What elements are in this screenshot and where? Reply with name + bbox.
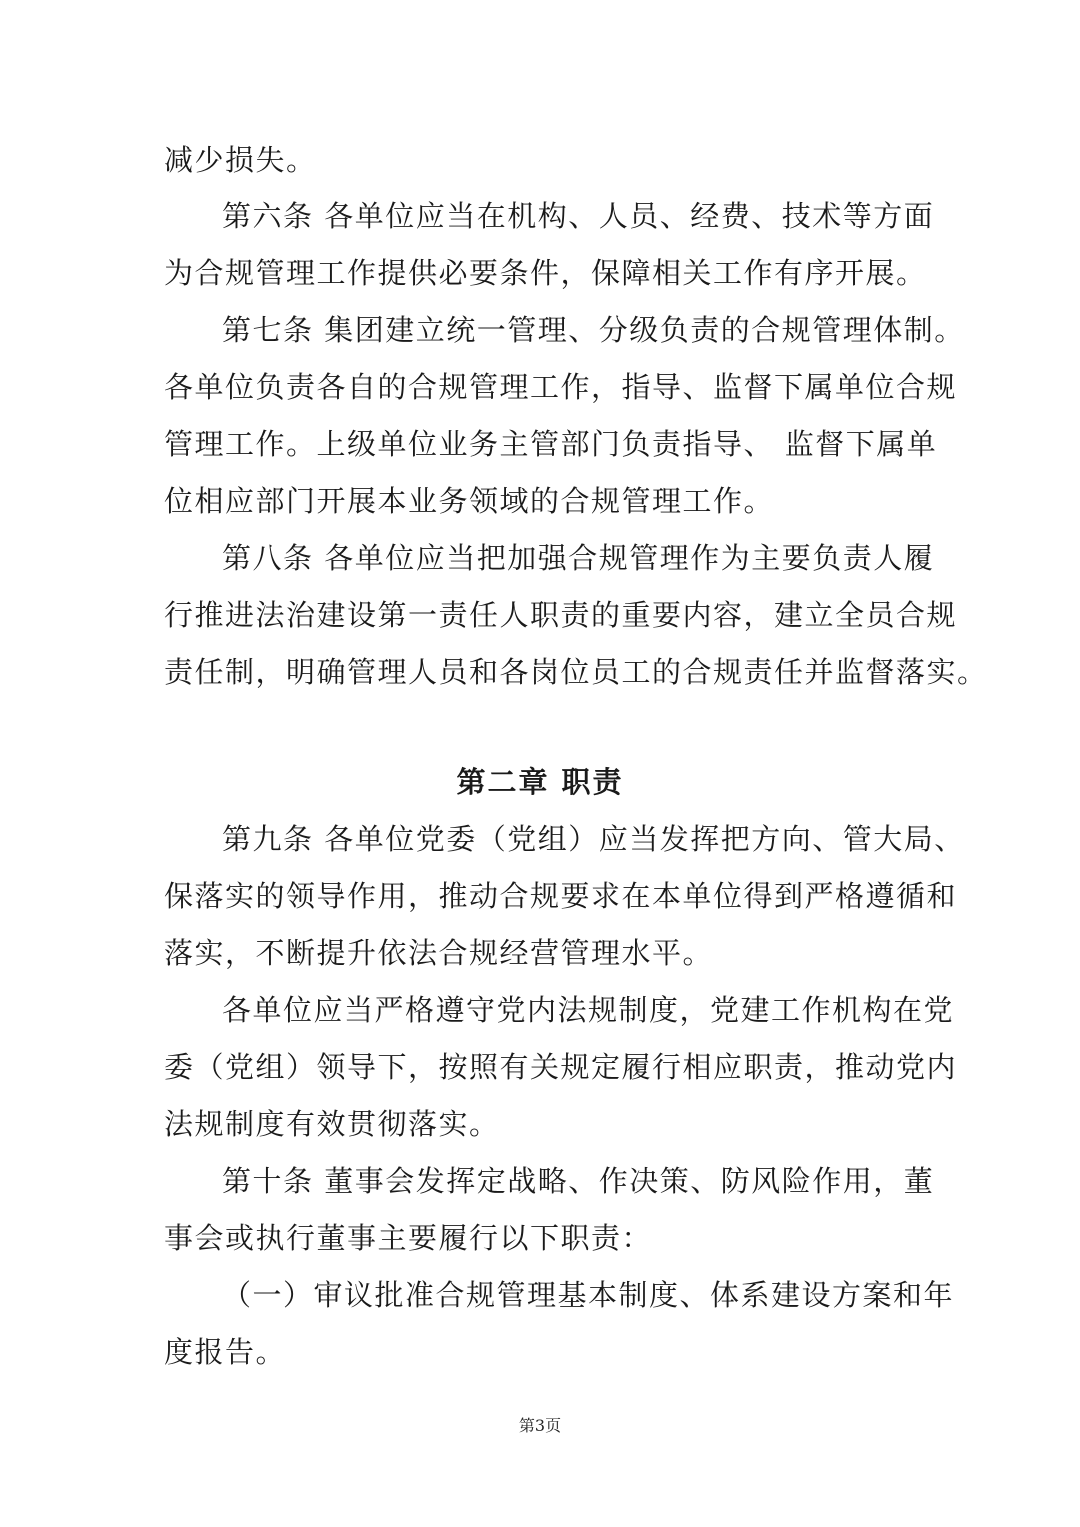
article-8-line-1: 第八条 各单位应当把加强合规管理作为主要负责人履 <box>222 541 935 575</box>
article-8-line-3: 责任制，明确管理人员和各岗位员工的合规责任并监督落实。 <box>164 655 988 689</box>
article-10-item-1-line-2: 度报告。 <box>164 1335 287 1369</box>
article-9-line-2: 保落实的领导作用，推动合规要求在本单位得到严格遵循和 <box>164 879 958 913</box>
article-9-line-1: 第九条 各单位党委（党组）应当发挥把方向、管大局、 <box>222 822 965 856</box>
article-10-line-1: 第十条 董事会发挥定战略、作决策、防风险作用，董 <box>222 1164 935 1198</box>
article-8-line-2: 行推进法治建设第一责任人职责的重要内容，建立全员合规 <box>164 598 958 632</box>
article-10-item-1-line-1: （一）审议批准合规管理基本制度、体系建设方案和年 <box>222 1278 955 1312</box>
article-7-line-1: 第七条 集团建立统一管理、分级负责的合规管理体制。 <box>222 313 965 347</box>
article-6-line-1: 第六条 各单位应当在机构、人员、经费、技术等方面 <box>222 199 935 233</box>
article-7-line-2: 各单位负责各自的合规管理工作，指导、监督下属单位合规 <box>164 370 958 404</box>
chapter-heading: 第二章 职责 <box>456 765 624 799</box>
article-9-para-2-line-2: 委（党组）领导下，按照有关规定履行相应职责，推动党内 <box>164 1050 958 1084</box>
article-9-para-2-line-1: 各单位应当严格遵守党内法规制度，党建工作机构在党 <box>222 993 955 1027</box>
article-7-line-4: 位相应部门开展本业务领域的合规管理工作。 <box>164 484 775 518</box>
page-number: 第3页 <box>518 1416 562 1435</box>
article-7-line-3: 管理工作。上级单位业务主管部门负责指导、 监督下属单 <box>164 427 938 461</box>
article-9-line-3: 落实，不断提升依法合规经营管理水平。 <box>164 936 714 970</box>
paragraph-line: 减少损失。 <box>164 143 317 177</box>
article-10-line-2: 事会或执行董事主要履行以下职责： <box>164 1221 653 1255</box>
article-9-para-2-line-3: 法规制度有效贯彻落实。 <box>164 1107 500 1141</box>
article-6-line-2: 为合规管理工作提供必要条件，保障相关工作有序开展。 <box>164 256 927 290</box>
